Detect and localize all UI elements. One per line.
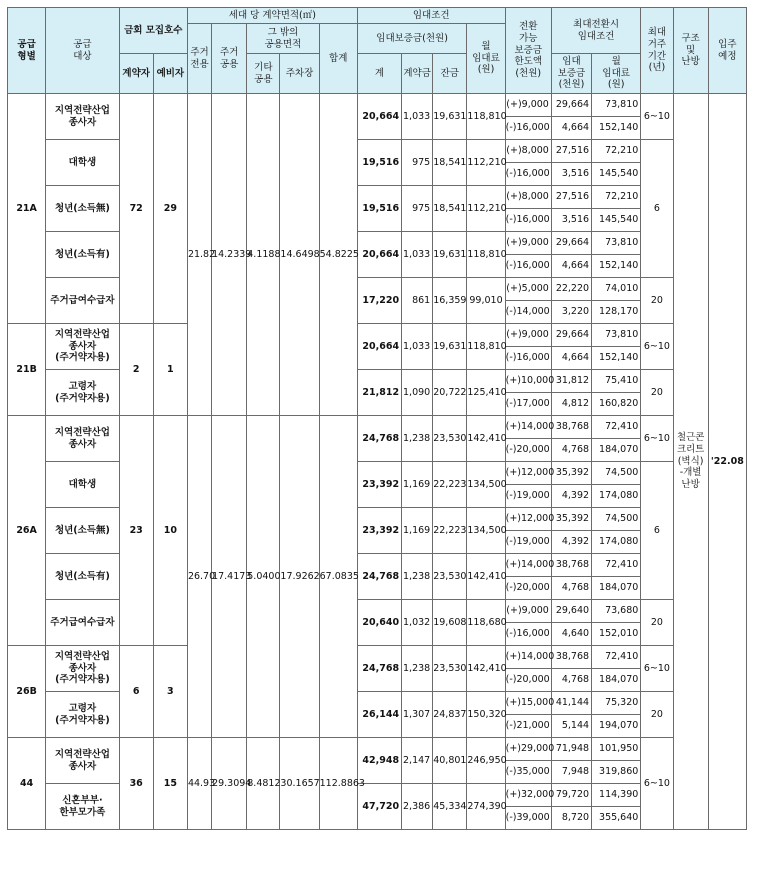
- target-cell: 청년(소득有): [46, 232, 119, 278]
- header-type: 공급 형별: [8, 8, 46, 94]
- deposit-contract: 2,147: [402, 738, 433, 784]
- convert-limit: (+)14,000: [505, 554, 551, 577]
- convert-limit: (-)19,000: [505, 485, 551, 508]
- header-area-common: 주거 공용: [212, 24, 247, 94]
- type-cell: 21B: [8, 324, 46, 416]
- table-row: [8, 370, 747, 393]
- header-target: 공급 대상: [46, 8, 119, 94]
- deposit-contract: 975: [402, 140, 433, 186]
- area-exclusive: 44.93: [187, 738, 211, 830]
- monthly-rent: 118,810: [467, 324, 505, 370]
- target-cell: 대학생: [46, 462, 119, 508]
- deposit-balance: 19,631: [433, 324, 467, 370]
- area-total: 67.0835: [319, 416, 357, 738]
- deposit-total: 17,220: [357, 278, 401, 324]
- target-cell: 지역전략산업 종사자: [46, 738, 119, 784]
- area-parking: 17.9262: [280, 416, 319, 738]
- type-cell: 21A: [8, 94, 46, 324]
- max-deposit: 79,720: [551, 784, 591, 807]
- max-deposit: 4,664: [551, 347, 591, 370]
- max-deposit: 29,664: [551, 232, 591, 255]
- area-other: 5.0400: [247, 416, 280, 738]
- type-cell: 44: [8, 738, 46, 830]
- deposit-total: 20,664: [357, 232, 401, 278]
- monthly-rent: 150,320: [467, 692, 505, 738]
- table-row: [8, 186, 747, 209]
- max-period: 6~10: [641, 94, 673, 140]
- table-row: [8, 554, 747, 577]
- convert-limit: (+)9,000: [505, 94, 551, 117]
- max-deposit: 4,768: [551, 669, 591, 692]
- max-monthly: 72,410: [592, 554, 641, 577]
- area-exclusive: 26.70: [187, 416, 211, 738]
- deposit-balance: 18,541: [433, 140, 467, 186]
- convert-limit: (+)5,000: [505, 278, 551, 301]
- table-row: [8, 324, 747, 347]
- max-deposit: 71,948: [551, 738, 591, 761]
- max-deposit: 4,768: [551, 439, 591, 462]
- max-monthly: 74,010: [592, 278, 641, 301]
- max-deposit: 3,516: [551, 209, 591, 232]
- max-deposit: 22,220: [551, 278, 591, 301]
- deposit-balance: 40,801: [433, 738, 467, 784]
- deposit-balance: 45,334: [433, 784, 467, 830]
- monthly-rent: 99,010: [467, 278, 505, 324]
- header-max-convert: 최대전환시 임대조건: [551, 8, 640, 54]
- deposit-contract: 1,033: [402, 232, 433, 278]
- convert-limit: (+)12,000: [505, 462, 551, 485]
- max-deposit: 4,768: [551, 577, 591, 600]
- max-period: 6~10: [641, 738, 673, 830]
- header-deposit-balance: 잔금: [433, 54, 467, 94]
- deposit-contract: 1,169: [402, 462, 433, 508]
- monthly-rent: 246,950: [467, 738, 505, 784]
- target-cell: 고령자 (주거약자용): [46, 370, 119, 416]
- deposit-total: 26,144: [357, 692, 401, 738]
- max-deposit: 38,768: [551, 646, 591, 669]
- deposit-balance: 19,631: [433, 94, 467, 140]
- header-max-monthly: 월 임대료 (원): [592, 54, 641, 94]
- max-monthly: 101,950: [592, 738, 641, 761]
- deposit-balance: 24,837: [433, 692, 467, 738]
- target-cell: 청년(소득有): [46, 554, 119, 600]
- convert-limit: (+)10,000: [505, 370, 551, 393]
- convert-limit: (-)16,000: [505, 347, 551, 370]
- deposit-contract: 1,307: [402, 692, 433, 738]
- max-deposit: 4,664: [551, 255, 591, 278]
- header-area-other: 그 밖의 공용면적: [247, 24, 319, 54]
- max-monthly: 194,070: [592, 715, 641, 738]
- monthly-rent: 142,410: [467, 554, 505, 600]
- header-area-parking: 주차장: [280, 54, 319, 94]
- deposit-contract: 1,238: [402, 416, 433, 462]
- area-common: 14.2339: [212, 94, 247, 416]
- deposit-total: 23,392: [357, 508, 401, 554]
- deposit-balance: 18,541: [433, 186, 467, 232]
- convert-limit: (-)17,000: [505, 393, 551, 416]
- header-monthly: 월 임대료 (원): [467, 24, 505, 94]
- deposit-total: 24,768: [357, 554, 401, 600]
- max-deposit: 29,664: [551, 324, 591, 347]
- max-deposit: 5,144: [551, 715, 591, 738]
- table-row: [8, 416, 747, 439]
- target-cell: 주거급여수급자: [46, 278, 119, 324]
- deposit-contract: 1,169: [402, 508, 433, 554]
- table-row: [8, 646, 747, 669]
- max-monthly: 184,070: [592, 439, 641, 462]
- max-monthly: 174,080: [592, 485, 641, 508]
- housing-supply-table: [7, 7, 747, 830]
- deposit-balance: 23,530: [433, 554, 467, 600]
- monthly-rent: 125,410: [467, 370, 505, 416]
- max-deposit: 38,768: [551, 416, 591, 439]
- contract-count: 23: [119, 416, 153, 646]
- max-monthly: 73,810: [592, 94, 641, 117]
- convert-limit: (+)8,000: [505, 140, 551, 163]
- max-monthly: 145,540: [592, 163, 641, 186]
- deposit-total: 23,392: [357, 462, 401, 508]
- target-cell: 청년(소득無): [46, 508, 119, 554]
- convert-limit: (-)16,000: [505, 623, 551, 646]
- max-deposit: 4,812: [551, 393, 591, 416]
- max-deposit: 3,516: [551, 163, 591, 186]
- max-period: 20: [641, 692, 673, 738]
- table-row: [8, 278, 747, 301]
- monthly-rent: 118,810: [467, 232, 505, 278]
- deposit-contract: 1,032: [402, 600, 433, 646]
- max-monthly: 152,140: [592, 255, 641, 278]
- max-monthly: 160,820: [592, 393, 641, 416]
- area-common: 17.4173: [212, 416, 247, 738]
- deposit-total: 20,664: [357, 94, 401, 140]
- header-area-other-common: 기타 공용: [247, 54, 280, 94]
- table-row: [8, 94, 747, 117]
- deposit-contract: 1,090: [402, 370, 433, 416]
- max-monthly: 152,010: [592, 623, 641, 646]
- housing-supply-table-container: [7, 7, 747, 830]
- max-deposit: 35,392: [551, 508, 591, 531]
- max-monthly: 184,070: [592, 577, 641, 600]
- deposit-balance: 16,359: [433, 278, 467, 324]
- deposit-balance: 20,722: [433, 370, 467, 416]
- max-monthly: 145,540: [592, 209, 641, 232]
- deposit-total: 19,516: [357, 186, 401, 232]
- max-monthly: 74,500: [592, 508, 641, 531]
- deposit-balance: 22,223: [433, 462, 467, 508]
- deposit-total: 42,948: [357, 738, 401, 784]
- max-monthly: 128,170: [592, 301, 641, 324]
- max-monthly: 72,210: [592, 140, 641, 163]
- target-cell: 신혼부부· 한부모가족: [46, 784, 119, 830]
- contract-count: 72: [119, 94, 153, 324]
- deposit-total: 47,720: [357, 784, 401, 830]
- header-rent: 임대조건: [357, 8, 505, 24]
- move-in-cell: '22.08: [708, 94, 746, 830]
- convert-limit: (+)15,000: [505, 692, 551, 715]
- monthly-rent: 142,410: [467, 646, 505, 692]
- table-row: [8, 140, 747, 163]
- header-area-total: 합계: [319, 24, 357, 94]
- monthly-rent: 134,500: [467, 462, 505, 508]
- convert-limit: (+)9,000: [505, 324, 551, 347]
- header-convert-limit: 전환 가능 보증금 한도액 (천원): [505, 8, 551, 94]
- convert-limit: (-)21,000: [505, 715, 551, 738]
- contract-count: 2: [119, 324, 153, 416]
- convert-limit: (-)20,000: [505, 439, 551, 462]
- structure-cell: 철근콘 크리트 (벽식) -개별 난방: [673, 94, 708, 830]
- convert-limit: (-)35,000: [505, 761, 551, 784]
- monthly-rent: 118,680: [467, 600, 505, 646]
- area-total: 54.8225: [319, 94, 357, 416]
- max-monthly: 72,210: [592, 186, 641, 209]
- max-period: 6~10: [641, 646, 673, 692]
- convert-limit: (-)16,000: [505, 117, 551, 140]
- max-deposit: 29,640: [551, 600, 591, 623]
- convert-limit: (+)14,000: [505, 646, 551, 669]
- header-units-contract: 계약자: [119, 54, 153, 94]
- type-cell: 26B: [8, 646, 46, 738]
- max-monthly: 152,140: [592, 347, 641, 370]
- deposit-contract: 861: [402, 278, 433, 324]
- monthly-rent: 118,810: [467, 94, 505, 140]
- convert-limit: (-)39,000: [505, 807, 551, 830]
- max-period: 20: [641, 370, 673, 416]
- max-monthly: 75,410: [592, 370, 641, 393]
- convert-limit: (+)9,000: [505, 600, 551, 623]
- area-other: 8.4812: [247, 738, 280, 830]
- table-row: [8, 692, 747, 715]
- area-parking: 30.1657: [280, 738, 319, 830]
- convert-limit: (+)14,000: [505, 416, 551, 439]
- reserve-count: 3: [153, 646, 187, 738]
- deposit-contract: 2,386: [402, 784, 433, 830]
- convert-limit: (-)14,000: [505, 301, 551, 324]
- monthly-rent: 134,500: [467, 508, 505, 554]
- table-row: [8, 600, 747, 623]
- deposit-total: 19,516: [357, 140, 401, 186]
- area-other: 4.1188: [247, 94, 280, 416]
- deposit-contract: 975: [402, 186, 433, 232]
- max-monthly: 72,410: [592, 646, 641, 669]
- convert-limit: (-)20,000: [505, 669, 551, 692]
- max-deposit: 3,220: [551, 301, 591, 324]
- area-common: 29.3094: [212, 738, 247, 830]
- target-cell: 지역전략산업 종사자 (주거약자용): [46, 324, 119, 370]
- deposit-contract: 1,238: [402, 646, 433, 692]
- reserve-count: 15: [153, 738, 187, 830]
- convert-limit: (+)32,000: [505, 784, 551, 807]
- header-deposit-contract: 계약금: [402, 54, 433, 94]
- deposit-balance: 23,530: [433, 646, 467, 692]
- max-monthly: 73,810: [592, 324, 641, 347]
- header-max-period: 최대 거주 기간 (년): [641, 8, 673, 94]
- contract-count: 6: [119, 646, 153, 738]
- convert-limit: (-)19,000: [505, 531, 551, 554]
- deposit-total: 24,768: [357, 646, 401, 692]
- max-monthly: 184,070: [592, 669, 641, 692]
- max-period: 6: [641, 140, 673, 278]
- convert-limit: (+)9,000: [505, 232, 551, 255]
- max-deposit: 29,664: [551, 94, 591, 117]
- reserve-count: 10: [153, 416, 187, 646]
- monthly-rent: 142,410: [467, 416, 505, 462]
- max-monthly: 73,810: [592, 232, 641, 255]
- header-move-in: 입주 예정: [708, 8, 746, 94]
- max-deposit: 4,392: [551, 531, 591, 554]
- convert-limit: (-)16,000: [505, 163, 551, 186]
- max-monthly: 355,640: [592, 807, 641, 830]
- deposit-contract: 1,238: [402, 554, 433, 600]
- area-exclusive: 21.82: [187, 94, 211, 416]
- area-total: 112.8863: [319, 738, 357, 830]
- target-cell: 대학생: [46, 140, 119, 186]
- reserve-count: 29: [153, 94, 187, 324]
- target-cell: 청년(소득無): [46, 186, 119, 232]
- max-period: 20: [641, 278, 673, 324]
- contract-count: 36: [119, 738, 153, 830]
- table-body: [8, 94, 747, 830]
- deposit-total: 20,640: [357, 600, 401, 646]
- table-row: [8, 738, 747, 761]
- convert-limit: (-)16,000: [505, 255, 551, 278]
- header-units-reserve: 예비자: [153, 54, 187, 94]
- deposit-contract: 1,033: [402, 324, 433, 370]
- deposit-total: 20,664: [357, 324, 401, 370]
- max-monthly: 174,080: [592, 531, 641, 554]
- deposit-balance: 19,608: [433, 600, 467, 646]
- max-monthly: 75,320: [592, 692, 641, 715]
- max-monthly: 74,500: [592, 462, 641, 485]
- table-row: [8, 784, 747, 807]
- max-deposit: 4,664: [551, 117, 591, 140]
- monthly-rent: 112,210: [467, 186, 505, 232]
- table-row: [8, 232, 747, 255]
- target-cell: 고령자 (주거약자용): [46, 692, 119, 738]
- table-row: [8, 508, 747, 531]
- monthly-rent: 274,390: [467, 784, 505, 830]
- deposit-balance: 22,223: [433, 508, 467, 554]
- max-monthly: 72,410: [592, 416, 641, 439]
- max-deposit: 8,720: [551, 807, 591, 830]
- max-period: 6: [641, 462, 673, 600]
- max-deposit: 4,392: [551, 485, 591, 508]
- max-deposit: 41,144: [551, 692, 591, 715]
- max-period: 20: [641, 600, 673, 646]
- deposit-total: 21,812: [357, 370, 401, 416]
- max-monthly: 73,680: [592, 600, 641, 623]
- deposit-balance: 23,530: [433, 416, 467, 462]
- max-deposit: 38,768: [551, 554, 591, 577]
- max-deposit: 4,640: [551, 623, 591, 646]
- max-deposit: 31,812: [551, 370, 591, 393]
- convert-limit: (-)20,000: [505, 577, 551, 600]
- convert-limit: (+)29,000: [505, 738, 551, 761]
- convert-limit: (-)16,000: [505, 209, 551, 232]
- header-area: 세대 당 계약면적(㎡): [187, 8, 357, 24]
- target-cell: 지역전략산업 종사자 (주거약자용): [46, 646, 119, 692]
- max-period: 6~10: [641, 324, 673, 370]
- target-cell: 지역전략산업 종사자: [46, 416, 119, 462]
- max-monthly: 319,860: [592, 761, 641, 784]
- area-parking: 14.6498: [280, 94, 319, 416]
- deposit-total: 24,768: [357, 416, 401, 462]
- header-max-deposit: 임대 보증금 (천원): [551, 54, 591, 94]
- reserve-count: 1: [153, 324, 187, 416]
- header-units: 금회 모집호수: [119, 8, 187, 54]
- header-area-exclusive: 주거 전용: [187, 24, 211, 94]
- max-deposit: 27,516: [551, 140, 591, 163]
- header-deposit-total: 계: [357, 54, 401, 94]
- deposit-balance: 19,631: [433, 232, 467, 278]
- header-deposit: 임대보증금(천원): [357, 24, 467, 54]
- monthly-rent: 112,210: [467, 140, 505, 186]
- max-deposit: 27,516: [551, 186, 591, 209]
- max-period: 6~10: [641, 416, 673, 462]
- target-cell: 주거급여수급자: [46, 600, 119, 646]
- target-cell: 지역전략산업 종사자: [46, 94, 119, 140]
- convert-limit: (+)12,000: [505, 508, 551, 531]
- max-deposit: 7,948: [551, 761, 591, 784]
- max-monthly: 114,390: [592, 784, 641, 807]
- max-deposit: 35,392: [551, 462, 591, 485]
- type-cell: 26A: [8, 416, 46, 646]
- convert-limit: (+)8,000: [505, 186, 551, 209]
- table-row: [8, 462, 747, 485]
- header-structure: 구조 및 난방: [673, 8, 708, 94]
- deposit-contract: 1,033: [402, 94, 433, 140]
- max-monthly: 152,140: [592, 117, 641, 140]
